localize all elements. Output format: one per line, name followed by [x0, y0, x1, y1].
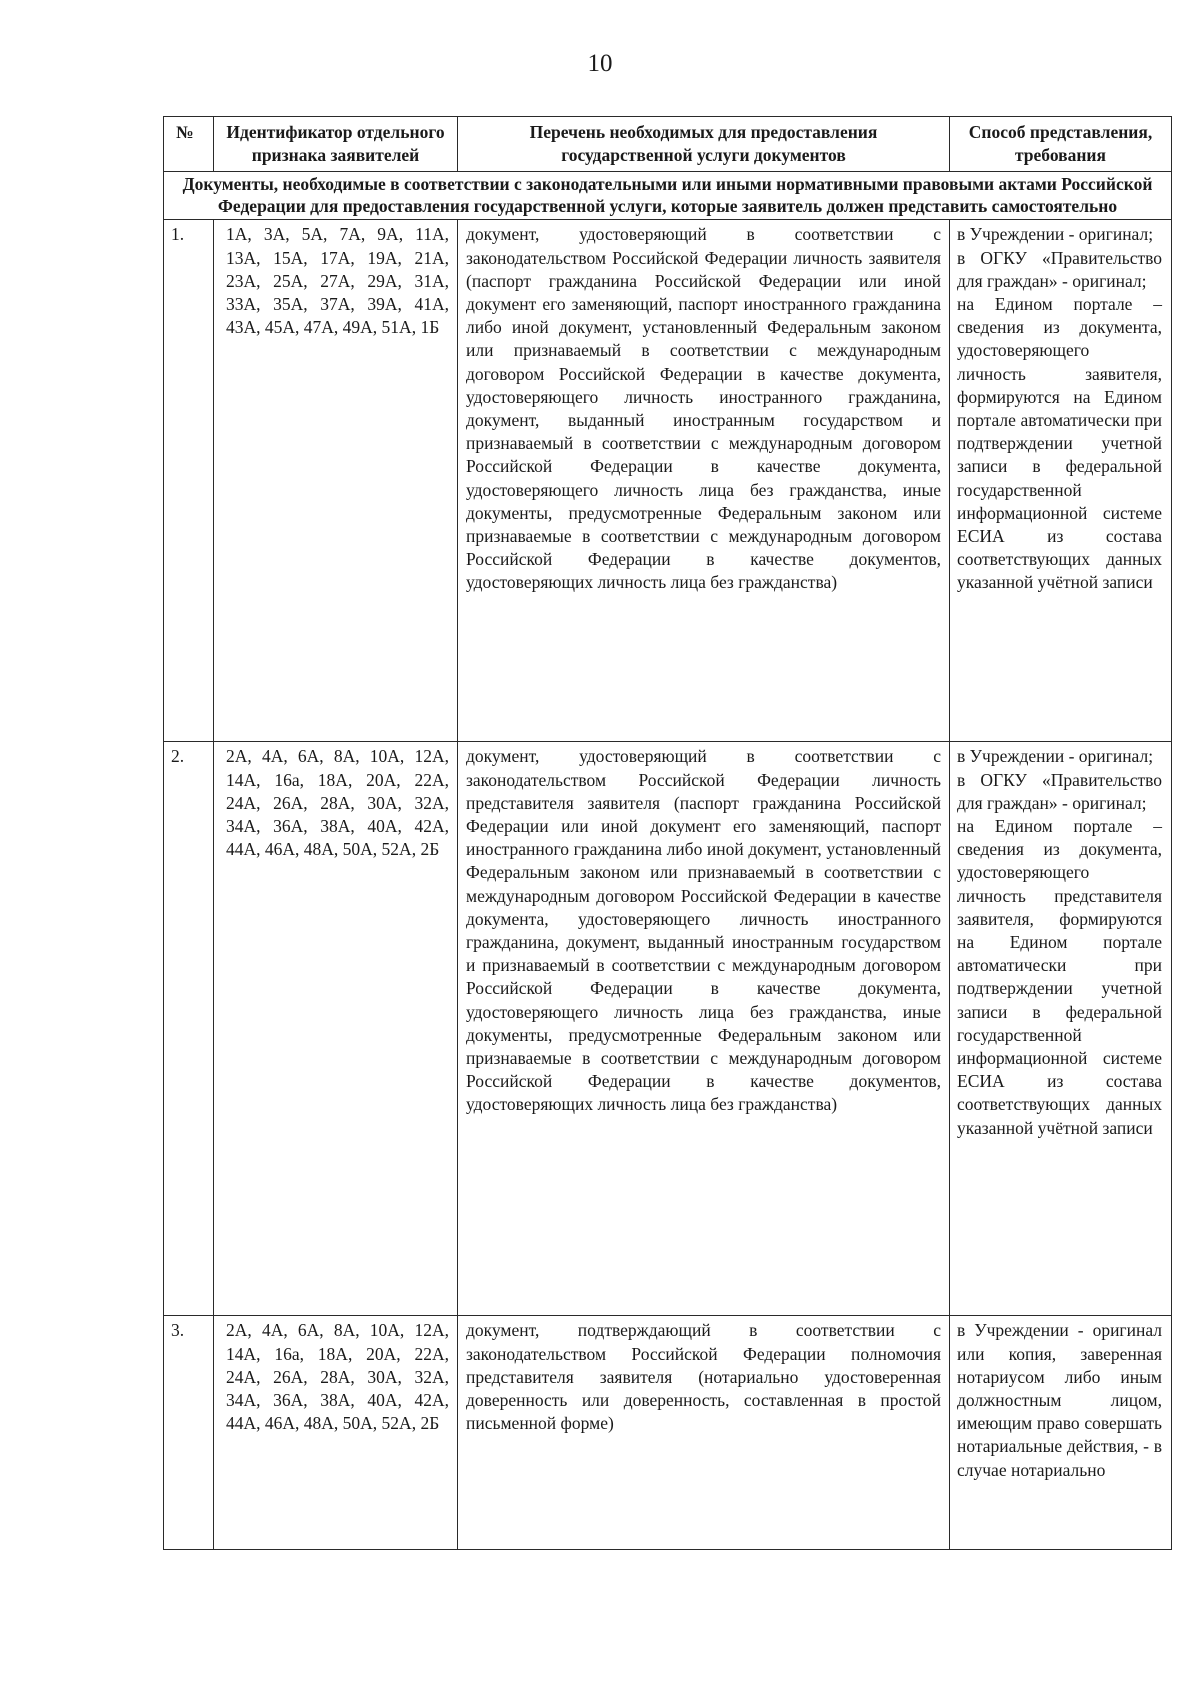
section-row [164, 172, 1172, 220]
page-number: 10 [587, 50, 613, 77]
row-identifiers: 2А, 4А, 6А, 8А, 10А, 12А, 14А, 16а, 18А, 20А, 22А, 24А, 26А, 28А, 30А, 32А, 34А, 36А, 38А, 40А, 42А, 44А, 46А, 48А, 50А, 52А, 2Б [214, 742, 458, 1316]
header-documents: Перечень необходимых для предоставления государственной услуги документов [458, 117, 950, 172]
table-row [164, 1316, 1172, 1550]
row-documents: документ, удостоверяющий в соответствии с законодательством Российской Федерации личность представителя заявителя (паспорт гражданина Российской Федерации или иной документ его заменяющий, паспорт иностранного гражданина либо иной документ, установленный Федеральным законом или признаваемый в соответствии с международным договором Российской Федерации в качестве документа, удостоверяющего личность иностранного гражданина, документ, выданный иностранным государством и признаваемый в соответствии с международным договором Российской Федерации в качестве документа, удостоверяющего личность лица без гражданства, иные документы, предусмотренные Федеральным законом или признаваемые в соответствии с международным договором Российской Федерации в качестве документов, удостоверяющих личность лица без гражданства) [458, 742, 950, 1316]
method-line: на Едином портале – сведения из документа, удостоверяющего личность представителя заявителя, формируются на Едином портале автоматически при подтверждении учетной записи в федеральной государственной информационной системе ЕСИА из состава соответствующих данных указанной учётной записи [957, 816, 1162, 1138]
row-number: 3. [164, 1316, 214, 1550]
method-line: в ОГКУ «Правительство для граждан» - оригинал; [957, 769, 1162, 813]
header-number: № [164, 117, 214, 172]
method-line: в ОГКУ «Правительство для граждан» - оригинал; [957, 247, 1162, 291]
documents-table [163, 116, 1172, 1550]
table-row [164, 742, 1172, 1316]
row-documents: документ, удостоверяющий в соответствии с законодательством Российской Федерации личность заявителя (паспорт гражданина Российской Федерации или иной документ его заменяющий, паспорт иностранного гражданина либо иной документ, установленный Федеральным законом или признаваемый в соответствии с международным договором Российской Федерации в качестве документа, удостоверяющего личность иностранного гражданина, документ, выданный иностранным государством и признаваемый в соответствии с международным договором Российской Федерации в качестве документа, удостоверяющего личность лица без гражданства, иные документы, предусмотренные Федеральным законом или признаваемые в соответствии с международным договором Российской Федерации в качестве документов, удостоверяющих личность лица без гражданства) [458, 220, 950, 742]
section-title: Документы, необходимые в соответствии с законодательными или иными нормативными правовыми актами Российской Федерации для предоставления государственной услуги, которые заявитель должен представить самостоятельно [164, 172, 1172, 220]
header-method: Способ представления, требования [950, 117, 1172, 172]
row-method [950, 1316, 1172, 1550]
method-line: в Учреждении - оригинал или копия, заверенная нотариусом либо иным должностным лицом, имеющим право совершать нотариальные действия, - в случае нотариально [957, 1320, 1162, 1480]
table-row [164, 220, 1172, 742]
row-identifiers: 2А, 4А, 6А, 8А, 10А, 12А, 14А, 16а, 18А, 20А, 22А, 24А, 26А, 28А, 30А, 32А, 34А, 36А, 38А, 40А, 42А, 44А, 46А, 48А, 50А, 52А, 2Б [214, 1316, 458, 1550]
row-documents: документ, подтверждающий в соответствии с законодательством Российской Федерации полномочия представителя заявителя (нотариально удостоверенная доверенность или доверенность, составленная в простой письменной форме) [458, 1316, 950, 1550]
row-number: 2. [164, 742, 214, 1316]
method-line: на Едином портале – сведения из документа, удостоверяющего личность заявителя, формируются на Едином портале автоматически при подтверждении учетной записи в федеральной государственной информационной системе ЕСИА из состава соответствующих данных указанной учётной записи [957, 294, 1162, 593]
row-method [950, 220, 1172, 742]
row-number: 1. [164, 220, 214, 742]
method-line: в Учреждении - оригинал; [957, 746, 1154, 767]
method-line: в Учреждении - оригинал; [957, 224, 1154, 245]
row-identifiers: 1А, 3А, 5А, 7А, 9А, 11А, 13А, 15А, 17А, 19А, 21А, 23А, 25А, 27А, 29А, 31А, 33А, 35А, 37А, 39А, 41А, 43А, 45А, 47А, 49А, 51А, 1Б [214, 220, 458, 742]
header-identifier: Идентификатор отдельного признака заявителей [214, 117, 458, 172]
table-header-row [164, 117, 1172, 172]
row-method [950, 742, 1172, 1316]
